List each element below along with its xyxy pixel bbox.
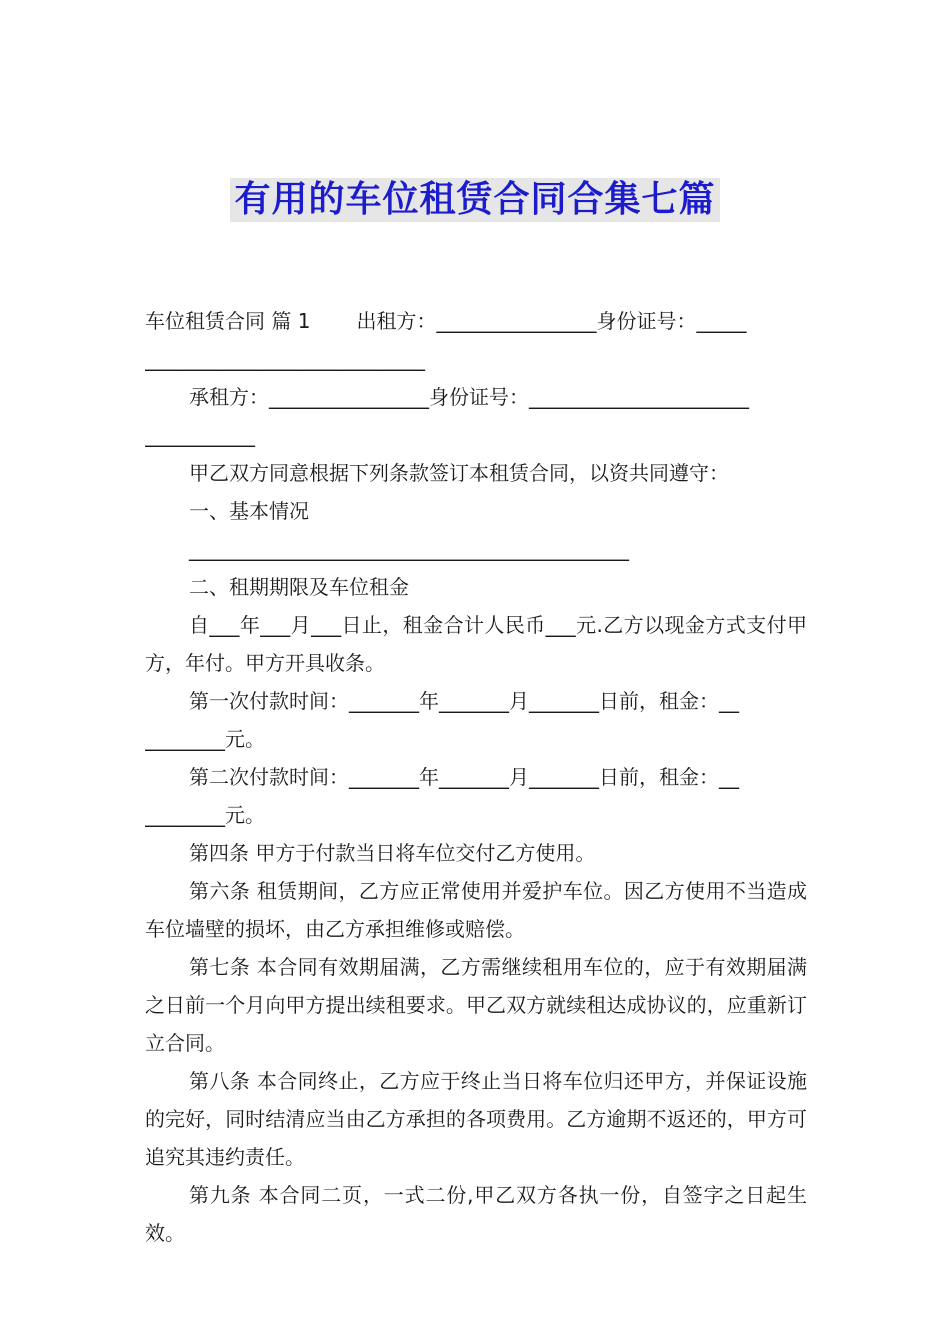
section2-heading: 二、租期期限及车位租金 xyxy=(189,575,409,599)
clause-9: 第九条 本合同二页，一式二份,甲乙双方各执一份，自签字之日起生效。 xyxy=(145,1183,807,1245)
lessee-id-label: 身份证号： xyxy=(429,385,529,409)
document-title: 有用的车位租赁合同合集七篇 xyxy=(230,178,719,222)
payment2-line1: 第二次付款时间：_______年_______月_______日前，租金：__ xyxy=(189,765,739,789)
section1-blank: ____________________________________________ xyxy=(189,537,629,561)
lessor-label: 出租方： xyxy=(356,309,437,333)
lessor-blank: ________________ xyxy=(436,309,597,333)
clause-4: 第四条 甲方于付款当日将车位交付乙方使用。 xyxy=(189,841,596,865)
payment1-line2: ________元。 xyxy=(145,727,265,751)
lessor-id-continuation: ____________________________ xyxy=(145,347,425,371)
payment2-line2: ________元。 xyxy=(145,803,265,827)
document-body xyxy=(145,302,807,1252)
doc-label: 车位租赁合同 篇 1 xyxy=(145,309,311,333)
clause-8: 第八条 本合同终止，乙方应于终止当日将车位归还甲方，并保证设施的完好，同时结清应当由乙方承担的各项费用。乙方逾期不返还的，甲方可追究其违约责任。 xyxy=(145,1069,807,1169)
clause-6: 第六条 租赁期间，乙方应正常使用并爱护车位。因乙方使用不当造成车位墙壁的损坏，由乙方承担维修或赔偿。 xyxy=(145,879,807,941)
lessor-id-blank: _____ xyxy=(696,309,747,333)
lessor-id-label: 身份证号： xyxy=(596,309,697,333)
clause-7: 第七条 本合同有效期届满，乙方需继续租用车位的，应于有效期届满之日前一个月向甲方提出续租要求。甲乙双方就续租达成协议的，应重新订立合同。 xyxy=(145,955,807,1055)
title-wrap xyxy=(0,178,950,222)
lessee-id-continuation: ___________ xyxy=(145,423,255,447)
rent-term-paragraph: 自___年___月___日止，租金合计人民币___元.乙方以现金方式支付甲方，年付。甲方开具收条。 xyxy=(145,613,807,675)
lessee-blank: ________________ xyxy=(269,385,429,409)
lessee-label: 承租方： xyxy=(189,385,269,409)
lessee-id-blank: ______________________ xyxy=(529,385,749,409)
lessor-line xyxy=(145,302,807,340)
intro-text: 甲乙双方同意根据下列条款签订本租赁合同，以资共同遵守： xyxy=(189,461,729,485)
payment1-line1: 第一次付款时间：_______年_______月_______日前，租金：__ xyxy=(189,689,739,713)
lessee-line xyxy=(145,378,807,416)
section1-heading: 一、基本情况 xyxy=(189,499,309,523)
